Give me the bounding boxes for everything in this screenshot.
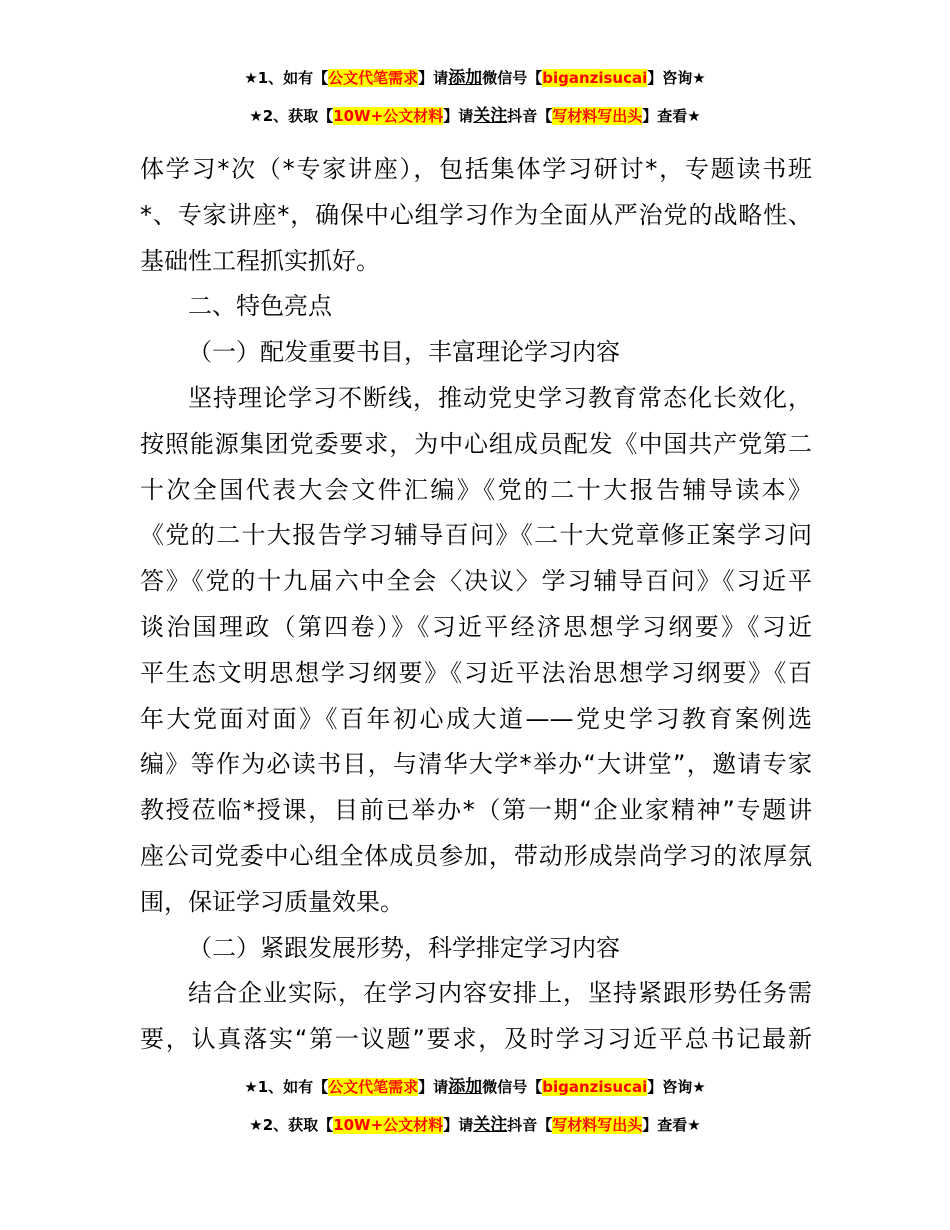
body-line: 按照能源集团党委要求，为中心组成员配发《中国共产党第二 (140, 429, 812, 458)
body-line: 要，认真落实“第一议题”要求，及时学习习近平总书记最新 (140, 1025, 812, 1054)
banner-text: 】请 (418, 1078, 449, 1096)
banner-highlight: 公文代笔需求 (328, 1078, 419, 1096)
banner-text: ★2、获取【 (249, 107, 334, 125)
body-line: 围，保证学习质量效果。 (140, 887, 404, 916)
banner-emphasis: 添加 (448, 1077, 483, 1097)
banner-emphasis: 添加 (448, 68, 483, 88)
banner-emphasis: 关注 (473, 1115, 508, 1135)
body-line: 座公司党委中心组全体成员参加，带动形成崇尚学习的浓厚氛 (140, 841, 812, 870)
douyin-id-highlight: 写材料写出头 (552, 107, 643, 125)
banner-text: 微信号【 (482, 1078, 543, 1096)
body-line: 编》等作为必读书目，与清华大学*举办“大讲堂”，邀请专家 (140, 750, 812, 779)
banner-text: 】请 (418, 69, 449, 87)
wechat-id-highlight: biganzisucai (542, 1078, 648, 1096)
subsection-heading: （一）配发重要书目，丰富理论学习内容 (188, 338, 620, 367)
banner-emphasis: 关注 (473, 106, 508, 126)
section-heading: 二、特色亮点 (188, 292, 332, 321)
banner-text: ★2、获取【 (249, 1116, 334, 1134)
banner-text: ★1、如有【 (244, 1078, 329, 1096)
banner-text: ★1、如有【 (244, 69, 329, 87)
footer-banner-line-2 (0, 1115, 950, 1135)
body-line: 结合企业实际，在学习内容安排上，坚持紧跟形势任务需 (188, 979, 812, 1008)
body-line: 年大党面对面》《百年初心成大道——党史学习教育案例选 (140, 704, 812, 733)
banner-text: 微信号【 (482, 69, 543, 87)
body-line: 体学习*次（*专家讲座），包括集体学习研讨*，专题读书班 (140, 155, 812, 183)
footer-banner-line-1 (0, 1077, 950, 1097)
body-line: 《党的二十大报告学习辅导百问》《二十大党章修正案学习问 (140, 521, 812, 550)
banner-text: 】查看★ (642, 107, 701, 125)
banner-text: 抖音【 (507, 107, 553, 125)
banner-text: 抖音【 (507, 1116, 553, 1134)
wechat-id-highlight: biganzisucai (542, 69, 648, 87)
banner-text: 】请 (443, 1116, 474, 1134)
banner-text: 】请 (443, 107, 474, 125)
body-line: *、专家讲座*，确保中心组学习作为全面从严治党的战略性、 (140, 200, 812, 229)
body-line: 十次全国代表大会文件汇编》《党的二十大报告辅导读本》 (140, 475, 812, 504)
body-line: 基础性工程抓实抓好。 (140, 246, 380, 275)
body-line: 教授莅临*授课，目前已举办*（第一期“企业家精神”专题讲 (140, 796, 812, 825)
banner-text: 】咨询★ (647, 1078, 706, 1096)
body-line: 谈治国理政（第四卷）》《习近平经济思想学习纲要》《习近 (140, 612, 812, 641)
banner-highlight: 公文代笔需求 (328, 69, 419, 87)
body-line: 坚持理论学习不断线，推动党史学习教育常态化长效化， (188, 383, 812, 412)
douyin-id-highlight: 写材料写出头 (552, 1116, 643, 1134)
body-line: 答》《党的十九届六中全会〈决议〉学习辅导百问》《习近平 (140, 567, 812, 596)
subsection-heading: （二）紧跟发展形势，科学排定学习内容 (188, 933, 620, 962)
banner-highlight: 10W+公文材料 (333, 107, 444, 125)
body-line: 平生态文明思想学习纲要》《习近平法治思想学习纲要》《百 (140, 658, 812, 687)
banner-highlight: 10W+公文材料 (333, 1116, 444, 1134)
banner-text: 】查看★ (642, 1116, 701, 1134)
header-banner-line-1 (0, 68, 950, 88)
document-body (140, 147, 812, 1063)
banner-text: 】咨询★ (647, 69, 706, 87)
header-banner-line-2 (0, 106, 950, 126)
